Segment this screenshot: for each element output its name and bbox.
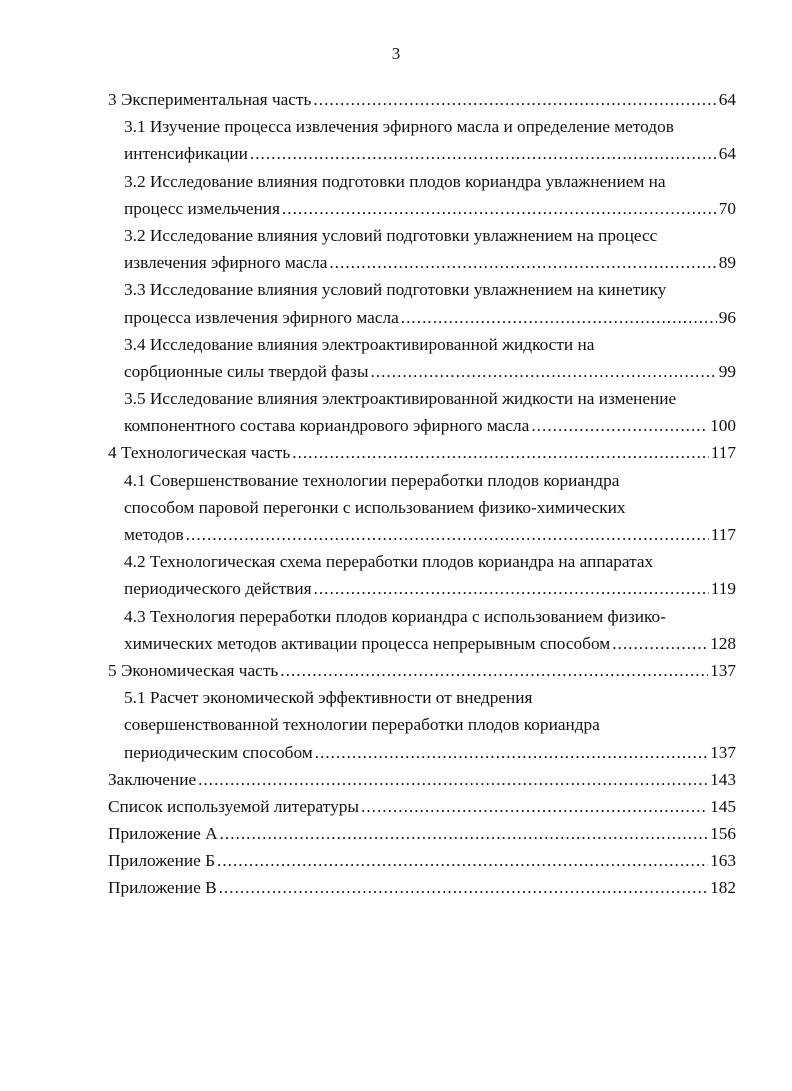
dot-leader <box>314 575 709 602</box>
toc-entry <box>0 684 792 766</box>
table-of-contents <box>0 86 792 902</box>
toc-page-number: 163 <box>710 851 736 871</box>
toc-entry <box>0 847 792 874</box>
toc-entry-title: Список используемой литературы <box>108 796 359 816</box>
toc-line <box>0 222 792 249</box>
toc-page-number: 119 <box>710 579 736 599</box>
toc-entry <box>0 86 792 113</box>
toc-line <box>0 113 792 140</box>
dot-leader <box>401 304 717 331</box>
toc-entry <box>0 793 792 820</box>
toc-line <box>0 467 792 494</box>
dot-leader <box>531 412 708 439</box>
toc-entry-title: 3.2 Исследование влияния условий подготовки увлажнением на процесс <box>124 225 658 245</box>
toc-entry <box>0 113 792 167</box>
toc-entry-title: 3.4 Исследование влияния электроактивированной жидкости на <box>124 334 595 354</box>
toc-entry <box>0 385 792 439</box>
toc-entry <box>0 603 792 657</box>
dot-leader <box>219 874 708 901</box>
dot-leader <box>217 847 708 874</box>
toc-entry-title: компонентного состава кориандрового эфирного масла <box>124 416 530 436</box>
dot-leader <box>315 739 708 766</box>
toc-line <box>0 684 792 711</box>
toc-line <box>0 494 792 521</box>
toc-line <box>0 575 792 602</box>
toc-entry-title: методов <box>124 525 184 544</box>
toc-line <box>0 86 792 113</box>
dot-leader <box>612 630 708 657</box>
toc-entry-title: 3.3 Исследование влияния условий подготовки увлажнением на кинетику <box>124 280 667 300</box>
dot-leader <box>370 358 716 385</box>
toc-line <box>0 820 792 847</box>
toc-entry <box>0 874 792 901</box>
toc-entry-title: 5.1 Расчет экономической эффективности от внедрения <box>124 688 533 708</box>
toc-entry <box>0 439 792 466</box>
page-number: 3 <box>391 44 401 63</box>
toc-entry-title: Приложение Б <box>108 851 215 871</box>
toc-entry <box>0 222 792 276</box>
toc-line <box>0 439 792 466</box>
toc-entry-title: Заключение <box>108 769 197 789</box>
dot-leader <box>282 195 717 222</box>
toc-page-number: 143 <box>710 769 736 789</box>
toc-entry-title: процесса извлечения эфирного масла <box>124 307 399 327</box>
toc-line <box>0 276 792 303</box>
toc-page-number: 156 <box>710 824 736 844</box>
dot-leader <box>280 657 708 684</box>
toc-page-number: 145 <box>710 796 736 816</box>
toc-page-number: 64 <box>718 90 736 109</box>
toc-entry-title: сорбционные силы твердой фазы <box>124 361 369 381</box>
toc-page-number: 137 <box>710 660 736 680</box>
toc-line <box>0 657 792 684</box>
toc-page-number: 100 <box>710 416 736 436</box>
toc-line <box>0 521 792 548</box>
toc-entry-title: 4.2 Технологическая схема переработки плодов кориандра на аппаратах <box>124 552 654 572</box>
toc-entry-title: 4.3 Технология переработки плодов кориандра с использованием физико- <box>124 606 666 626</box>
toc-line <box>0 766 792 793</box>
toc-entry <box>0 820 792 847</box>
toc-entry <box>0 657 792 684</box>
toc-entry-title: извлечения эфирного масла <box>124 253 328 273</box>
toc-page-number: 137 <box>710 742 736 762</box>
toc-entry-title: 3 Экспериментальная часть <box>108 90 312 109</box>
toc-line <box>0 548 792 575</box>
toc-line <box>0 140 792 167</box>
toc-line <box>0 711 792 738</box>
toc-entry-title: процесс измельчения <box>124 198 280 218</box>
toc-page-number: 128 <box>710 633 736 653</box>
dot-leader <box>186 521 709 548</box>
toc-entry <box>0 548 792 602</box>
toc-entry-title: Приложение А <box>108 824 218 844</box>
toc-entry-title: 3.2 Исследование влияния подготовки плодов кориандра увлажнением на <box>124 171 666 191</box>
toc-entry-title: 3.1 Изучение процесса извлечения эфирного масла и определение методов <box>124 117 674 137</box>
toc-line <box>0 168 792 195</box>
toc-line <box>0 358 792 385</box>
toc-page-number: 182 <box>710 878 736 898</box>
toc-line <box>0 603 792 630</box>
toc-page-number: 70 <box>718 198 736 218</box>
toc-line <box>0 304 792 331</box>
toc-entry-title: Приложение В <box>108 878 217 898</box>
toc-entry-title: периодическим способом <box>124 742 313 762</box>
toc-entry <box>0 168 792 222</box>
toc-page-number: 117 <box>710 443 736 463</box>
toc-page-number: 99 <box>718 361 736 381</box>
toc-entry-title: совершенствованной технологии переработки плодов кориандра <box>124 715 600 735</box>
toc-entry <box>0 766 792 793</box>
toc-entry <box>0 276 792 330</box>
dot-leader <box>250 140 717 167</box>
dot-leader <box>220 820 709 847</box>
toc-line <box>0 249 792 276</box>
toc-page-number: 64 <box>718 144 736 164</box>
toc-line <box>0 793 792 820</box>
toc-entry <box>0 331 792 385</box>
toc-entry-title: 4.1 Совершенствование технологии переработки плодов кориандра <box>124 470 620 490</box>
toc-page-number: 117 <box>710 525 736 544</box>
toc-page-number: 96 <box>718 307 736 327</box>
toc-page-number: 89 <box>718 253 736 273</box>
toc-line <box>0 874 792 901</box>
toc-entry-title: способом паровой перегонки с использованием физико-химических <box>124 497 626 517</box>
toc-entry-title: периодического действия <box>124 579 312 599</box>
toc-entry-title: интенсификации <box>124 144 248 164</box>
dot-leader <box>329 249 716 276</box>
toc-entry-title: 3.5 Исследование влияния электроактивированной жидкости на изменение <box>124 389 677 409</box>
toc-entry-title: химических методов активации процесса непрерывным способом <box>124 633 611 653</box>
toc-line <box>0 412 792 439</box>
toc-line <box>0 195 792 222</box>
toc-line <box>0 847 792 874</box>
toc-line <box>0 739 792 766</box>
toc-entry-title: 4 Технологическая часть <box>108 443 291 463</box>
toc-line <box>0 630 792 657</box>
dot-leader <box>198 766 708 793</box>
toc-line <box>0 385 792 412</box>
dot-leader <box>361 793 708 820</box>
toc-line <box>0 331 792 358</box>
toc-entry-title: 5 Экономическая часть <box>108 660 279 680</box>
toc-entry <box>0 467 792 549</box>
dot-leader <box>313 86 716 113</box>
dot-leader <box>292 439 709 466</box>
